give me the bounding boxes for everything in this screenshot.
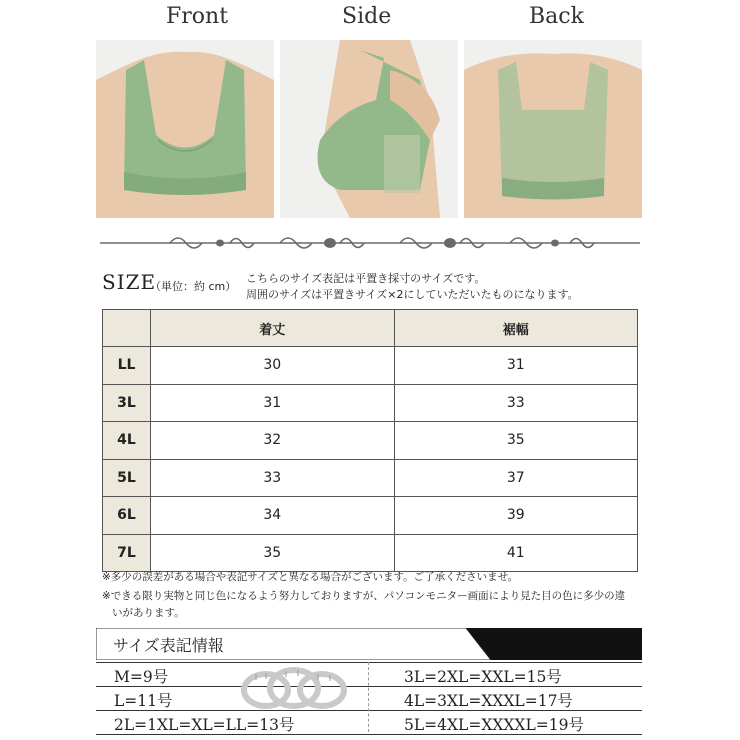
info-divider (368, 662, 369, 732)
table-row (103, 534, 638, 572)
hem-cell: 39 (394, 497, 638, 535)
length-cell: 34 (151, 497, 395, 535)
length-cell: 31 (151, 384, 395, 422)
back-photo (464, 40, 642, 218)
footnote-1: ※多少の誤差がある場合や表記サイズと異なる場合がございます。ご了承くださいませ。 (102, 571, 519, 583)
table-row (103, 384, 638, 422)
conversion-left-1: M=9号 (114, 668, 169, 686)
size-note-2: 周囲のサイズは平置きサイズ×2にしていただいたものになります。 (246, 288, 579, 301)
length-cell: 30 (151, 347, 395, 385)
footnote-3: いがあります。 (112, 607, 185, 619)
front-photo (96, 40, 274, 218)
measuring-tape-icon (236, 660, 356, 712)
size-cell: 3L (103, 384, 151, 422)
corner-cell (103, 310, 151, 347)
hem-cell: 33 (394, 384, 638, 422)
hem-cell: 37 (394, 459, 638, 497)
hem-cell: 41 (394, 534, 638, 572)
size-unit: （単位：約 cm） (150, 280, 237, 293)
table-header-row (103, 310, 638, 347)
length-cell: 32 (151, 422, 395, 460)
side-label: Side (342, 4, 392, 29)
length-cell: 35 (151, 534, 395, 572)
size-cell: 5L (103, 459, 151, 497)
info-title: サイズ表記情報 (113, 636, 224, 655)
info-rule (96, 662, 642, 663)
conversion-right-1: 3L=2XL=XXL=15号 (404, 668, 562, 686)
size-cell: 7L (103, 534, 151, 572)
hem-cell: 31 (394, 347, 638, 385)
size-cell: 4L (103, 422, 151, 460)
conversion-left-3: 2L=1XL=XL=LL=13号 (114, 716, 295, 734)
size-note-1: こちらのサイズ表記は平置き採寸のサイズです。 (246, 272, 486, 285)
conversion-right-3: 5L=4XL=XXXXL=19号 (404, 716, 584, 734)
conversion-left-2: L=11号 (114, 692, 173, 710)
size-table (102, 309, 638, 572)
conversion-right-2: 4L=3XL=XXXL=17号 (404, 692, 573, 710)
length-cell: 33 (151, 459, 395, 497)
front-label: Front (166, 4, 229, 29)
footnote-2: ※できる限り実物と同じ色になるよう努力しておりますが、パソコンモニター画面により見た目の色に多少の違 (102, 590, 626, 602)
side-photo (280, 40, 458, 218)
column-header-length: 着丈 (151, 310, 395, 347)
table-row (103, 422, 638, 460)
size-title: SIZE (102, 270, 157, 294)
table-row (103, 497, 638, 535)
size-cell: LL (103, 347, 151, 385)
back-label: Back (529, 4, 584, 29)
ornament-divider (100, 228, 640, 258)
size-cell: 6L (103, 497, 151, 535)
table-row (103, 459, 638, 497)
table-row (103, 347, 638, 385)
hem-cell: 35 (394, 422, 638, 460)
column-header-hem: 裾幅 (394, 310, 638, 347)
